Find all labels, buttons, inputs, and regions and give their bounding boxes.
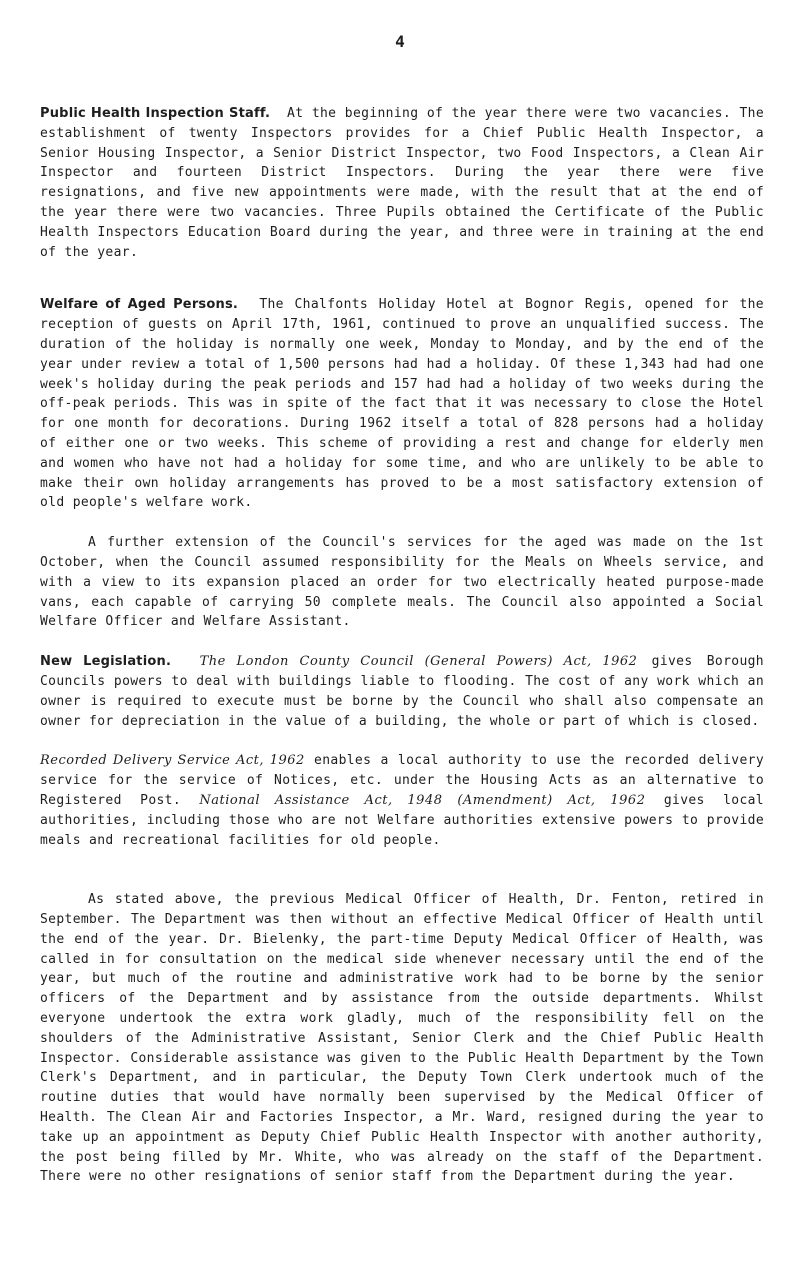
paragraph-text: As stated above, the previous Medical Officer of Health, Dr. Fenton, retired in September. The Department was then without an effective Medical Officer of Health until the end of the year. Dr. Bielenky, the part-time Deputy Medical Officer of Health, was called in for consultation on the medical side whenever necessary until the end of the year, but much of the routine and administrative work had to be borne by the senior officers of the Department and by assistance from the outside departments. Whilst everyone undertook the extra work gladly, much of the responsibility fell on the shoulders of the Administrative Assistant, Senior Clerk and the Chief Public Health Inspector. Considerable assistance was given to the Public Health Department by the Town Clerk's Department, and in particular, the Deputy Town Clerk undertook much of the routine duties that would have normally been supervised by the Medical Officer of Health. The Clean Air and Factories Inspector, a Mr. Ward, resigned during the year to take up an appointment as Deputy Chief Public Health Inspector with another authority, the post being filled by Mr. White, who was already on the staff of the Department. There were no other resignations of senior staff from the Department during the year. xyxy=(40,892,764,1185)
paragraph-legislation xyxy=(40,652,764,731)
act-title: National Assistance Act, 1948 (Amendment) Act, 1962 xyxy=(199,792,646,808)
section-heading-staff: Public Health Inspection Staff. xyxy=(40,106,271,121)
paragraph-text: A further extension of the Council's services for the aged was made on the 1st October, when the Council assumed responsibility for the Meals on Wheels service, and with a view to its expansion placed an order for two electrically heated purpose-made vans, each capable of carrying 50 complete meals. The Council also appointed a Social Welfare Officer and Welfare Assistant. xyxy=(40,535,764,630)
paragraph-text: At the beginning of the year there were two vacancies. The establishment of twenty Inspectors provides for a Chief Public Health Inspector, a Senior Housing Inspector, a Senior District Inspector, two Food Inspectors, a Clean Air Inspector and fourteen District Inspectors. During the year there were five resignations, and five new appointments were made, with the result that at the end of the year there were two vacancies. Three Pupils obtained the Certificate of the Public Health Inspectors Education Board during the year, and three were in training at the end of the year. xyxy=(40,106,764,260)
act-title: The London County Council (General Powers) Act, 1962 xyxy=(199,654,638,670)
act-title: Recorded Delivery Service Act, 1962 xyxy=(40,753,305,769)
paragraph-text: The Chalfonts Holiday Hotel at Bognor Regis, opened for the reception of guests on April 17th, 1961, continued to prove an unqualified success. The duration of the holiday is normally one week, Monday to Monday, and by the end of the year under review a total of 1,500 persons had had a holiday. Of these 1,343 had had one week's holiday during the peak periods and 157 had had a holiday of two weeks during the off-peak periods. This was in spite of the fact that it was necessary to close the Hotel for one month for decorations. During 1962 itself a total of 828 persons had a holiday of either one or two weeks. This scheme of providing a rest and change for elderly men and women who have not had a holiday for some time, and who are unlikely to be able to make their own holiday arrangements has proved to be a most satisfactory extension of old people's welfare work. xyxy=(40,297,764,511)
paragraph-staff xyxy=(40,104,764,262)
section-heading-legislation: New Legislation. xyxy=(40,654,172,670)
paragraph-recorded-delivery xyxy=(40,751,764,850)
paragraph-text: gives Borough Councils powers to deal with buildings liable to flooding. The cost of any work which an owner is required to execute must be borne by the Council who shall also compensate an owner for depreciation in the value of a building, the whole or part of which is closed. xyxy=(40,654,764,729)
section-heading-welfare: Welfare of Aged Persons. xyxy=(40,297,239,313)
paragraph-text: gives local authorities, including those who are not Welfare authorities extensive powers to provide meals and recreational facilities for old people. xyxy=(40,792,764,848)
paragraph-meals-on-wheels xyxy=(40,533,764,632)
page-number: 4 xyxy=(395,32,405,51)
paragraph-medical-officer xyxy=(40,890,764,1187)
paragraph-text: enables a local authority to use the recorded delivery service for the service of Notices, etc. under the Housing Acts as an alternative to Registered Post. xyxy=(40,753,764,808)
paragraph-welfare xyxy=(40,295,764,513)
document-body xyxy=(40,104,764,1187)
